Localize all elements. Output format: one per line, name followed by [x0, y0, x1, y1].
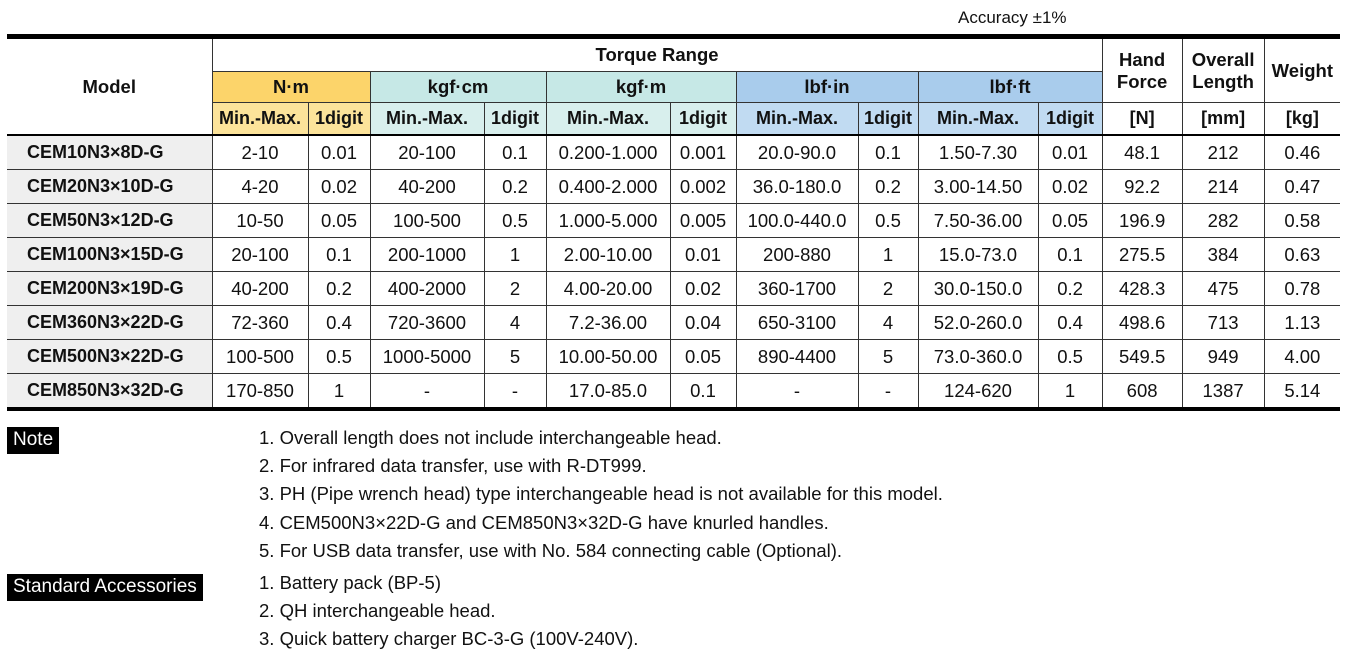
header-hand-force: Hand Force	[1102, 37, 1182, 103]
subheader-digit: 1digit	[484, 103, 546, 136]
accessories-label: Standard Accessories	[7, 574, 203, 601]
value-cell: 0.002	[670, 170, 736, 204]
value-cell: 0.1	[858, 135, 918, 170]
table-row	[7, 238, 1340, 272]
value-cell: 5	[484, 340, 546, 374]
value-cell: 170-850	[212, 374, 308, 410]
unit-weight: [kg]	[1264, 103, 1340, 136]
header-model: Model	[7, 37, 212, 136]
value-cell: 92.2	[1102, 170, 1182, 204]
value-cell: 0.58	[1264, 204, 1340, 238]
value-cell: 0.2	[484, 170, 546, 204]
model-cell: CEM10N3×8D-G	[7, 135, 212, 170]
value-cell: 212	[1182, 135, 1264, 170]
unit-kgfm: kgf·m	[546, 72, 736, 103]
value-cell: 282	[1182, 204, 1264, 238]
value-cell: 0.5	[1038, 340, 1102, 374]
value-cell: 0.400-2.000	[546, 170, 670, 204]
value-cell: 1387	[1182, 374, 1264, 410]
unit-lbfin: lbf·in	[736, 72, 918, 103]
value-cell: 0.1	[308, 238, 370, 272]
value-cell: 40-200	[370, 170, 484, 204]
value-cell: 72-360	[212, 306, 308, 340]
value-cell: 0.01	[1038, 135, 1102, 170]
value-cell: 1	[308, 374, 370, 410]
value-cell: 0.2	[308, 272, 370, 306]
value-cell: 52.0-260.0	[918, 306, 1038, 340]
value-cell: 20-100	[370, 135, 484, 170]
value-cell: 0.46	[1264, 135, 1340, 170]
note-item: 2. For infrared data transfer, use with R-DT999.	[259, 455, 647, 477]
value-cell: 0.005	[670, 204, 736, 238]
value-cell: 1.50-7.30	[918, 135, 1038, 170]
value-cell: 0.47	[1264, 170, 1340, 204]
value-cell: 10.00-50.00	[546, 340, 670, 374]
value-cell: -	[370, 374, 484, 410]
value-cell: 200-880	[736, 238, 858, 272]
value-cell: -	[484, 374, 546, 410]
table-row	[7, 374, 1340, 410]
value-cell: 400-2000	[370, 272, 484, 306]
value-cell: 0.5	[858, 204, 918, 238]
subheader-min-max: Min.-Max.	[546, 103, 670, 136]
unit-lbfft: lbf·ft	[918, 72, 1102, 103]
value-cell: 0.001	[670, 135, 736, 170]
value-cell: 720-3600	[370, 306, 484, 340]
model-cell: CEM50N3×12D-G	[7, 204, 212, 238]
subheader-min-max: Min.-Max.	[736, 103, 858, 136]
note-item: 1. Overall length does not include interchangeable head.	[259, 427, 722, 448]
table-row	[7, 204, 1340, 238]
value-cell: 15.0-73.0	[918, 238, 1038, 272]
value-cell: 0.2	[1038, 272, 1102, 306]
note-list	[259, 424, 943, 565]
value-cell: 650-3100	[736, 306, 858, 340]
value-cell: 40-200	[212, 272, 308, 306]
value-cell: 0.4	[308, 306, 370, 340]
value-cell: 0.2	[858, 170, 918, 204]
value-cell: 1000-5000	[370, 340, 484, 374]
value-cell: 0.02	[670, 272, 736, 306]
value-cell: 0.4	[1038, 306, 1102, 340]
subheader-digit: 1digit	[1038, 103, 1102, 136]
subheader-digit: 1digit	[858, 103, 918, 136]
value-cell: -	[858, 374, 918, 410]
value-cell: 0.63	[1264, 238, 1340, 272]
value-cell: 384	[1182, 238, 1264, 272]
value-cell: 100.0-440.0	[736, 204, 858, 238]
subheader-digit: 1digit	[308, 103, 370, 136]
header-weight: Weight	[1264, 37, 1340, 103]
model-cell: CEM200N3×19D-G	[7, 272, 212, 306]
header-overall-length: Overall Length	[1182, 37, 1264, 103]
value-cell: 428.3	[1102, 272, 1182, 306]
table-row	[7, 135, 1340, 170]
subheader-min-max: Min.-Max.	[370, 103, 484, 136]
note-item: 5. For USB data transfer, use with No. 584 connecting cable (Optional).	[259, 539, 843, 561]
value-cell: 0.01	[308, 135, 370, 170]
value-cell: 7.2-36.00	[546, 306, 670, 340]
note-item: 4. CEM500N3×22D-G and CEM850N3×32D-G have knurled handles.	[259, 511, 829, 533]
value-cell: 17.0-85.0	[546, 374, 670, 410]
value-cell: 1.000-5.000	[546, 204, 670, 238]
table-row	[7, 340, 1340, 374]
value-cell: 20.0-90.0	[736, 135, 858, 170]
unit-kgfcm: kgf·cm	[370, 72, 546, 103]
subheader-digit: 1digit	[670, 103, 736, 136]
note-item: 3. PH (Pipe wrench head) type interchangeable head is not available for this model.	[259, 483, 943, 505]
model-cell: CEM500N3×22D-G	[7, 340, 212, 374]
value-cell: 1	[484, 238, 546, 272]
value-cell: 360-1700	[736, 272, 858, 306]
value-cell: 949	[1182, 340, 1264, 374]
header-torque-range: Torque Range	[212, 37, 1102, 72]
value-cell: 0.04	[670, 306, 736, 340]
value-cell: 0.5	[484, 204, 546, 238]
value-cell: 0.78	[1264, 272, 1340, 306]
value-cell: 3.00-14.50	[918, 170, 1038, 204]
value-cell: 5.14	[1264, 374, 1340, 410]
value-cell: 196.9	[1102, 204, 1182, 238]
value-cell: 0.1	[484, 135, 546, 170]
value-cell: 20-100	[212, 238, 308, 272]
value-cell: 4.00	[1264, 340, 1340, 374]
value-cell: 100-500	[212, 340, 308, 374]
value-cell: 1	[1038, 374, 1102, 410]
value-cell: 0.05	[1038, 204, 1102, 238]
value-cell: 4.00-20.00	[546, 272, 670, 306]
accessory-item: 2. QH interchangeable head.	[259, 600, 496, 622]
subheader-min-max: Min.-Max.	[918, 103, 1038, 136]
value-cell: 0.1	[670, 374, 736, 410]
torque-spec-table	[7, 34, 1340, 411]
value-cell: 4	[858, 306, 918, 340]
value-cell: 2	[484, 272, 546, 306]
note-label: Note	[7, 427, 59, 454]
model-cell: CEM360N3×22D-G	[7, 306, 212, 340]
value-cell: 0.05	[308, 204, 370, 238]
table-row	[7, 272, 1340, 306]
value-cell: 36.0-180.0	[736, 170, 858, 204]
value-cell: 200-1000	[370, 238, 484, 272]
value-cell: 890-4400	[736, 340, 858, 374]
unit-hand-force: [N]	[1102, 103, 1182, 136]
value-cell: 0.02	[1038, 170, 1102, 204]
model-cell: CEM100N3×15D-G	[7, 238, 212, 272]
value-cell: 1	[858, 238, 918, 272]
value-cell: 48.1	[1102, 135, 1182, 170]
value-cell: 0.1	[1038, 238, 1102, 272]
value-cell: 5	[858, 340, 918, 374]
value-cell: 100-500	[370, 204, 484, 238]
accessory-item: 1. Battery pack (BP-5)	[259, 572, 441, 593]
value-cell: 1.13	[1264, 306, 1340, 340]
value-cell: 0.200-1.000	[546, 135, 670, 170]
model-cell: CEM20N3×10D-G	[7, 170, 212, 204]
value-cell: 0.5	[308, 340, 370, 374]
value-cell: 30.0-150.0	[918, 272, 1038, 306]
unit-nm: N·m	[212, 72, 370, 103]
value-cell: 275.5	[1102, 238, 1182, 272]
table-row	[7, 170, 1340, 204]
subheader-min-max: Min.-Max.	[212, 103, 308, 136]
table-body	[7, 135, 1340, 409]
value-cell: 4	[484, 306, 546, 340]
table-row	[7, 306, 1340, 340]
model-cell: CEM850N3×32D-G	[7, 374, 212, 410]
value-cell: 608	[1102, 374, 1182, 410]
value-cell: 2-10	[212, 135, 308, 170]
value-cell: 10-50	[212, 204, 308, 238]
accessory-item: 3. Quick battery charger BC-3-G (100V-240V).	[259, 628, 639, 650]
value-cell: 2	[858, 272, 918, 306]
value-cell: 0.05	[670, 340, 736, 374]
value-cell: 73.0-360.0	[918, 340, 1038, 374]
value-cell: 549.5	[1102, 340, 1182, 374]
accessories-list	[259, 569, 638, 654]
value-cell: 0.01	[670, 238, 736, 272]
value-cell: -	[736, 374, 858, 410]
value-cell: 214	[1182, 170, 1264, 204]
value-cell: 0.02	[308, 170, 370, 204]
value-cell: 124-620	[918, 374, 1038, 410]
value-cell: 7.50-36.00	[918, 204, 1038, 238]
accuracy-label: Accuracy ±1%	[958, 8, 1067, 27]
value-cell: 4-20	[212, 170, 308, 204]
value-cell: 475	[1182, 272, 1264, 306]
value-cell: 498.6	[1102, 306, 1182, 340]
value-cell: 2.00-10.00	[546, 238, 670, 272]
value-cell: 713	[1182, 306, 1264, 340]
unit-overall-length: [mm]	[1182, 103, 1264, 136]
